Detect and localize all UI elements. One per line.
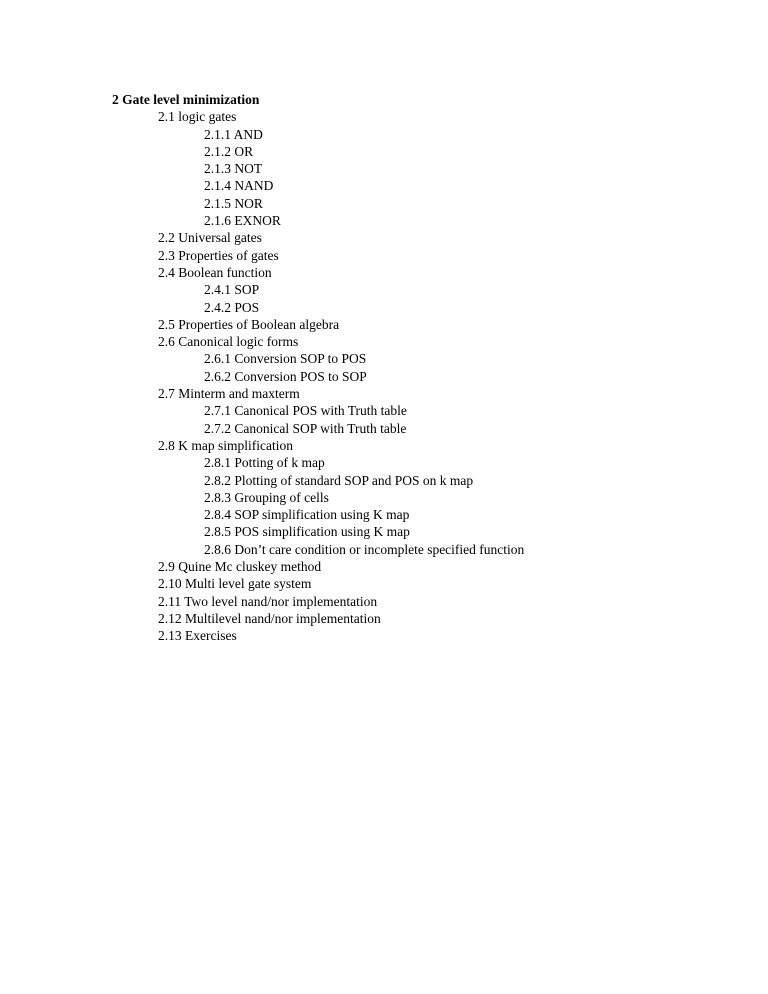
subsection-item: 2.1.6 EXNOR: [204, 213, 281, 229]
section-item: 2.9 Quine Mc cluskey method: [158, 559, 322, 575]
subsection-item: 2.8.3 Grouping of cells: [204, 489, 329, 505]
subsection-item: 2.6.2 Conversion POS to SOP: [204, 368, 367, 384]
subsection-item: 2.6.1 Conversion SOP to POS: [204, 351, 367, 367]
section-item: 2.12 Multilevel nand/nor implementation: [158, 610, 381, 626]
subsection-item: 2.8.5 POS simplification using K map: [204, 524, 410, 540]
subsection-item: 2.8.2 Plotting of standard SOP and POS on k map: [204, 472, 474, 488]
section-item: 2.3 Properties of gates: [158, 247, 279, 263]
outline-list: [0, 108, 768, 644]
subsection-item: 2.4.1 SOP: [204, 282, 260, 298]
subsection-item: 2.1.4 NAND: [204, 178, 274, 194]
section-item: 2.1 logic gates: [158, 109, 237, 125]
section-item: 2.11 Two level nand/nor implementation: [158, 593, 378, 609]
subsection-item: 2.1.3 NOT: [204, 161, 263, 177]
section-item: 2.6 Canonical logic forms: [158, 334, 299, 350]
subsection-item: 2.1.1 AND: [204, 126, 263, 142]
section-item: 2.7 Minterm and maxterm: [158, 386, 300, 402]
subsection-item: 2.1.5 NOR: [204, 195, 263, 211]
section-item: 2.10 Multi level gate system: [158, 576, 312, 592]
document-page: [0, 91, 768, 645]
subsection-item: 2.7.2 Canonical SOP with Truth table: [204, 420, 407, 436]
subsection-item: 2.8.6 Don’t care condition or incomplete specified function: [204, 541, 525, 557]
section-item: 2.5 Properties of Boolean algebra: [158, 316, 340, 332]
chapter-heading: 2 Gate level minimization: [112, 92, 260, 107]
section-item: 2.2 Universal gates: [158, 230, 262, 246]
subsection-item: 2.1.2 OR: [204, 143, 254, 159]
section-item: 2.8 K map simplification: [158, 437, 293, 453]
section-item: 2.13 Exercises: [158, 628, 237, 644]
subsection-item: 2.8.4 SOP simplification using K map: [204, 507, 410, 523]
subsection-item: 2.7.1 Canonical POS with Truth table: [204, 403, 407, 419]
section-item: 2.4 Boolean function: [158, 264, 272, 280]
subsection-item: 2.4.2 POS: [204, 299, 260, 315]
subsection-item: 2.8.1 Potting of k map: [204, 455, 325, 471]
